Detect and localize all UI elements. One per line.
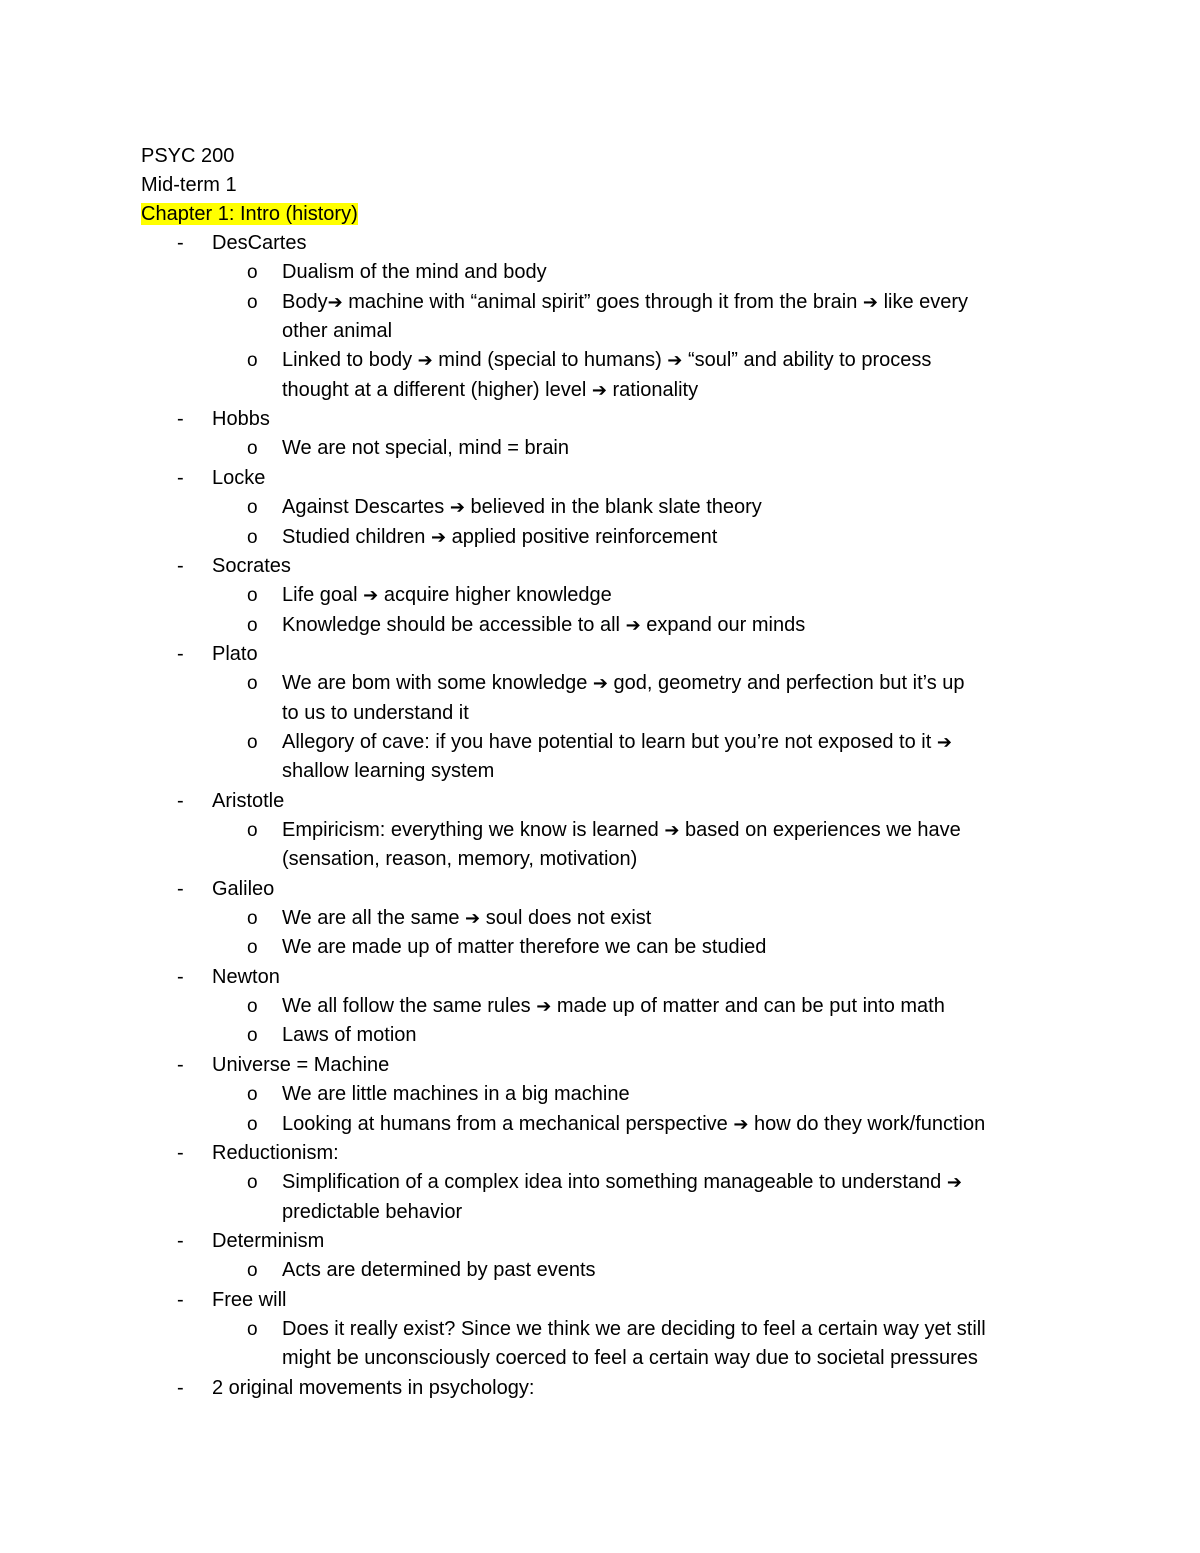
outline-topic: Universe = Machine	[212, 1054, 390, 1076]
outline-point: Does it really exist? Since we think we are deciding to feel a certain way yet still	[282, 1318, 986, 1340]
circle-bullet-icon: o	[247, 996, 258, 1017]
outline-topic: Newton	[212, 966, 280, 988]
circle-bullet-icon: o	[247, 527, 258, 548]
chapter-heading	[141, 200, 358, 229]
arrow-icon: ➔	[327, 292, 343, 313]
circle-bullet-icon: o	[247, 908, 258, 929]
outline-point-continuation: to us to understand it	[282, 702, 469, 724]
circle-bullet-icon: o	[247, 1172, 258, 1193]
circle-bullet-icon: o	[247, 673, 258, 694]
outline-topic: Reductionism:	[212, 1142, 339, 1164]
course-title: PSYC 200	[141, 145, 235, 167]
dash-bullet: -	[177, 1142, 184, 1164]
outline-point: Acts are determined by past events	[282, 1259, 596, 1281]
outline-point: Body➔ machine with “animal spirit” goes through it from the brain ➔ like every	[282, 291, 969, 313]
outline-topic: Hobbs	[212, 408, 270, 430]
arrow-icon: ➔	[946, 1172, 962, 1193]
outline-point: We are made up of matter therefore we can be studied	[282, 936, 767, 958]
exam-title: Mid-term 1	[141, 174, 237, 196]
outline-point: We are bom with some knowledge ➔ god, geometry and perfection but it’s up	[282, 672, 965, 694]
dash-bullet: -	[177, 1377, 184, 1399]
arrow-icon: ➔	[417, 350, 433, 371]
outline-point: Against Descartes ➔ believed in the blank slate theory	[282, 496, 762, 518]
outline-topic: DesCartes	[212, 232, 307, 254]
outline-point-continuation: thought at a different (higher) level ➔ rationality	[282, 379, 699, 401]
arrow-icon: ➔	[667, 350, 683, 371]
circle-bullet-icon: o	[247, 497, 258, 518]
outline-point: We are little machines in a big machine	[282, 1083, 630, 1105]
dash-bullet: -	[177, 232, 184, 254]
outline-point: Empiricism: everything we know is learned ➔ based on experiences we have	[282, 819, 961, 841]
outline-point: Simplification of a complex idea into something manageable to understand ➔	[282, 1171, 962, 1193]
outline-point-continuation: might be unconsciously coerced to feel a certain way due to societal pressures	[282, 1347, 978, 1369]
outline-point-continuation: predictable behavior	[282, 1201, 463, 1223]
outline-point: We are all the same ➔ soul does not exist	[282, 907, 652, 929]
arrow-icon: ➔	[591, 380, 607, 401]
arrow-icon: ➔	[430, 527, 447, 548]
outline-topic: Plato	[212, 643, 258, 665]
outline-point-continuation: other animal	[282, 320, 393, 342]
arrow-icon: ➔	[664, 820, 680, 841]
dash-bullet: -	[177, 555, 184, 577]
arrow-icon: ➔	[363, 585, 379, 606]
dash-bullet: -	[177, 1054, 184, 1076]
circle-bullet-icon: o	[247, 1084, 258, 1105]
outline-topic: Galileo	[212, 878, 275, 900]
circle-bullet-icon: o	[247, 262, 258, 283]
arrow-icon: ➔	[862, 292, 879, 313]
circle-bullet-icon: o	[247, 937, 258, 958]
dash-bullet: -	[177, 966, 184, 988]
dash-bullet: -	[177, 790, 184, 812]
circle-bullet-icon: o	[247, 732, 258, 753]
outline-topic: 2 original movements in psychology:	[212, 1377, 535, 1399]
circle-bullet-icon: o	[247, 350, 258, 371]
outline-topic: Determinism	[212, 1230, 325, 1252]
circle-bullet-icon: o	[247, 292, 258, 313]
outline-point: We all follow the same rules ➔ made up of matter and can be put into math	[282, 995, 945, 1017]
outline-topic: Free will	[212, 1289, 287, 1311]
circle-bullet-icon: o	[247, 585, 258, 606]
arrow-icon: ➔	[536, 996, 552, 1017]
outline-topic: Aristotle	[212, 790, 285, 812]
arrow-icon: ➔	[625, 615, 641, 636]
arrow-icon: ➔	[936, 732, 952, 753]
circle-bullet-icon: o	[247, 1025, 258, 1046]
outline-point: Linked to body ➔ mind (special to humans) ➔ “soul” and ability to process	[282, 349, 932, 371]
dash-bullet: -	[177, 467, 184, 489]
circle-bullet-icon: o	[247, 1319, 258, 1340]
outline-point: Dualism of the mind and body	[282, 261, 547, 283]
circle-bullet-icon: o	[247, 438, 258, 459]
circle-bullet-icon: o	[247, 1260, 258, 1281]
chapter-heading-highlight: Chapter 1: Intro (history)	[141, 203, 358, 225]
dash-bullet: -	[177, 1230, 184, 1252]
outline-point: Laws of motion	[282, 1024, 417, 1046]
dash-bullet: -	[177, 643, 184, 665]
outline-topic: Locke	[212, 467, 266, 489]
dash-bullet: -	[177, 408, 184, 430]
outline-point: Knowledge should be accessible to all ➔ expand our minds	[282, 614, 806, 636]
arrow-icon: ➔	[592, 673, 608, 694]
arrow-icon: ➔	[449, 497, 465, 518]
circle-bullet-icon: o	[247, 615, 258, 636]
outline-point: Allegory of cave: if you have potential to learn but you’re not exposed to it ➔	[282, 731, 952, 753]
outline-point: Life goal ➔ acquire higher knowledge	[282, 584, 612, 606]
dash-bullet: -	[177, 878, 184, 900]
outline-point: We are not special, mind = brain	[282, 437, 570, 459]
dash-bullet: -	[177, 1289, 184, 1311]
arrow-icon: ➔	[465, 908, 481, 929]
outline-point-continuation: shallow learning system	[282, 760, 495, 782]
outline-point-continuation: (sensation, reason, memory, motivation)	[282, 848, 638, 870]
outline-topic: Socrates	[212, 555, 291, 577]
outline-point: Studied children ➔ applied positive reinforcement	[282, 526, 718, 548]
outline-point: Looking at humans from a mechanical perspective ➔ how do they work/function	[282, 1113, 986, 1135]
arrow-icon: ➔	[733, 1114, 749, 1135]
circle-bullet-icon: o	[247, 820, 258, 841]
circle-bullet-icon: o	[247, 1114, 258, 1135]
